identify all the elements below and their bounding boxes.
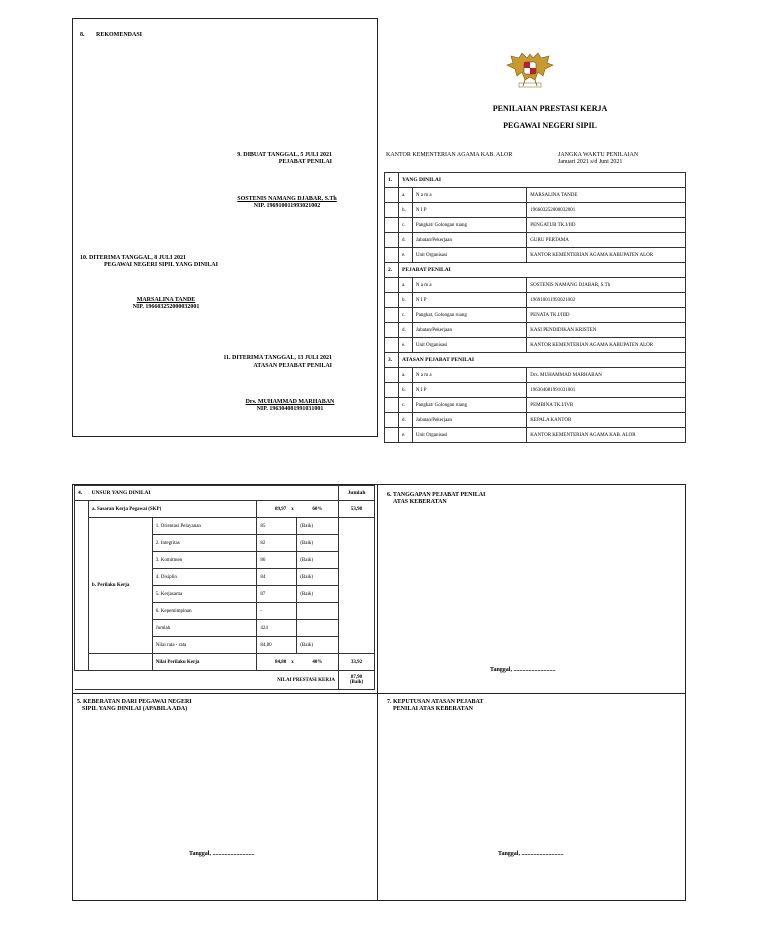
s3-key: e. — [398, 428, 412, 443]
s1-key: a. — [398, 188, 412, 203]
item-score: 85 — [257, 518, 297, 535]
s3-key: b. — [398, 383, 412, 398]
final-value: 87,90 — [350, 674, 363, 680]
s2-label: N a m a — [412, 278, 526, 293]
item-label: 6. Kepemimpinan — [152, 603, 257, 620]
skp-pct: 60% — [297, 501, 339, 518]
eval-jumlah-header: Jumlah — [339, 486, 375, 501]
s2-key: c. — [398, 308, 412, 323]
item-label: 5. Kerjasama — [152, 586, 257, 603]
sig11-line1: 11. DITERIMA TANGGAL, 13 JULI 2021 — [223, 355, 332, 361]
s1-num: 1. — [385, 173, 399, 188]
s3-label: Pangkat/ Golongan ruang — [412, 398, 526, 413]
sig9-line1: 9. DIBUAT TANGGAL, 5 JULI 2021 — [237, 152, 332, 158]
sig9-nip: NIP. 196910011993021002 — [253, 203, 321, 209]
s1-key: c. — [398, 218, 412, 233]
period-value: Januari 2021 s/d Juni 2021 — [558, 159, 623, 165]
s1-label: Pangkat/ Golongan ruang — [412, 218, 526, 233]
period-label: JANGKA WAKTU PENILAIAN — [558, 152, 639, 158]
s1-label: N I P — [412, 203, 526, 218]
s2-label: Pangkat, Golongan ruang — [412, 308, 526, 323]
s1-key: b. — [398, 203, 412, 218]
s2-value: PENATA TK.I/IIID — [527, 308, 686, 323]
s3-value: KEPALA KANTOR — [527, 413, 686, 428]
s2-num: 2. — [385, 263, 399, 278]
s2-value: KANTOR KEMENTERIAN AGAMA KABUPATEN ALOR — [527, 338, 686, 353]
identity-table — [384, 172, 686, 443]
skp-total: 53,98 — [339, 501, 375, 518]
npk-label: Nilai Perilaku Kerja — [152, 654, 257, 671]
s3-label: N I P — [412, 383, 526, 398]
s2-value: KASI PENDIDIKAN KRISTEN — [527, 323, 686, 338]
s5-line1: 5. KEBERATAN DARI PEGAWAI NEGERI — [77, 699, 192, 705]
s1-label: Unit Organisasi — [412, 248, 526, 263]
item-score: 87 — [257, 586, 297, 603]
response-panel — [378, 484, 686, 694]
item-label: Nilai rata - rata — [152, 637, 257, 654]
s1-value: 196603252000032001 — [527, 203, 686, 218]
s1-label: N a m a — [412, 188, 526, 203]
s7-line1: 7. KEPUTUSAN ATASAN PEJABAT — [387, 699, 484, 705]
eval-num: 4. — [75, 486, 89, 501]
final-label: NILAI PRESTASI KERJA — [75, 671, 339, 690]
s3-label: N a m a — [412, 368, 526, 383]
s2-key: d. — [398, 323, 412, 338]
s6-date: Tanggal, ............................ — [490, 667, 556, 673]
s1-title: YANG DINILAI — [398, 173, 685, 188]
s5-date: Tanggal, ............................ — [189, 851, 255, 857]
sig10-line2: PEGAWAI NEGERI SIPIL YANG DINILAI — [104, 262, 218, 268]
s6-line2: ATAS KEBERATAN — [393, 499, 447, 505]
sig11-nip: NIP. 196304081991031001 — [256, 406, 324, 412]
s1-key: d. — [398, 233, 412, 248]
item-label: Jumlah — [152, 620, 257, 637]
perilaku-label: b. Perilaku Kerja — [88, 518, 152, 654]
s6-line1: 6. TANGGAPAN PEJABAT PENILAI — [387, 492, 486, 498]
decision-panel — [378, 693, 686, 901]
sig10-line1: 10. DITERIMA TANGGAL, 8 JULI 2021 — [80, 255, 186, 261]
item-grade — [297, 620, 339, 637]
sig10-name: MARSALINA TANDE — [136, 297, 196, 303]
item-grade: (Baik) — [297, 535, 339, 552]
s2-label: Jabatan/Pekerjaan — [412, 323, 526, 338]
item-grade: (Baik) — [297, 637, 339, 654]
sig9-line2: PEJABAT PENILAI — [278, 159, 332, 165]
report-title-line1: PENILAIAN PRESTASI KERJA — [492, 104, 608, 113]
s3-key: c. — [398, 398, 412, 413]
npk-total: 33,92 — [339, 654, 375, 671]
item-score: 84 — [257, 569, 297, 586]
s7-date: Tanggal, ............................ — [498, 851, 564, 857]
sig10-nip: NIP. 196603252000032001 — [132, 304, 200, 310]
s1-value: GURU PERTAMA — [527, 233, 686, 248]
s2-key: b. — [398, 293, 412, 308]
item-score: 424 — [257, 620, 297, 637]
npk-pct: 40% — [297, 654, 339, 671]
item-grade: (Baik) — [297, 518, 339, 535]
s3-title: ATASAN PEJABAT PENILAI — [398, 353, 685, 368]
report-title-line2: PEGAWAI NEGERI SIPIL — [503, 121, 597, 130]
s2-value: SOSTENIS NAMANG DJABAR, S.Th — [527, 278, 686, 293]
s2-label: Unit Organisasi — [412, 338, 526, 353]
s3-label: Jabatan/Pekerjaan — [412, 413, 526, 428]
item-score: 82 — [257, 535, 297, 552]
sig11-line2: ATASAN PEJABAT PENILAI — [253, 363, 332, 369]
s7-line2: PENILAI ATAS KEBERATAN — [393, 706, 473, 712]
s3-key: a. — [398, 368, 412, 383]
rekomendasi-title: REKOMENDASI — [96, 32, 143, 38]
s2-value: 196910011993021002 — [527, 293, 686, 308]
s1-value: MARSALINA TANDE — [527, 188, 686, 203]
s3-num: 3. — [385, 353, 399, 368]
s1-value: PENGATUR TK.I/IID — [527, 218, 686, 233]
top-left-panel — [72, 18, 378, 437]
s3-key: d. — [398, 413, 412, 428]
item-score: 84,80 — [257, 637, 297, 654]
s1-label: Jabatan/Pekerjaan — [412, 233, 526, 248]
s3-label: Unit Organisasi — [412, 428, 526, 443]
item-score: 86 — [257, 552, 297, 569]
evaluation-table — [74, 485, 375, 690]
rekomendasi-number: 8. — [80, 32, 85, 38]
s3-value: 196304081991031001 — [527, 383, 686, 398]
objection-panel — [72, 693, 378, 901]
garuda-emblem-icon — [505, 50, 555, 92]
s3-value: PEMBINA TK.I/IVB — [527, 398, 686, 413]
item-grade: (Baik) — [297, 552, 339, 569]
sig9-name: SOSTENIS NAMANG DJABAR, S.Th — [237, 196, 337, 202]
s5-line2: SIPIL YANG DINILAI (APABILA ADA) — [82, 706, 188, 712]
item-grade — [297, 603, 339, 620]
item-score: - — [257, 603, 297, 620]
s3-value: KANTOR KEMENTERIAN AGAMA KAB. ALOR — [527, 428, 686, 443]
item-grade: (Baik) — [297, 569, 339, 586]
s2-title: PEJABAT PENILAI — [398, 263, 685, 278]
item-label: 4. Disiplin — [152, 569, 257, 586]
skp-score: 89,97 x — [257, 501, 297, 518]
skp-label: a. Sasaran Kerja Pegawai (SKP) — [88, 501, 256, 518]
s2-key: a. — [398, 278, 412, 293]
item-grade: (Baik) — [297, 586, 339, 603]
s2-label: N I P — [412, 293, 526, 308]
npk-score: 84,80 x — [257, 654, 297, 671]
final-value-cell — [339, 671, 375, 690]
eval-title: UNSUR YANG DINILAI — [88, 486, 338, 501]
s2-key: e. — [398, 338, 412, 353]
s3-value: Drs. MUHAMMAD MARHABAN — [527, 368, 686, 383]
final-grade: (Baik) — [349, 680, 364, 685]
item-label: 1. Orientasi Pelayanan — [152, 518, 257, 535]
s1-value: KANTOR KEMENTERIAN AGAMA KABUPATEN ALOR — [527, 248, 686, 263]
s1-key: e. — [398, 248, 412, 263]
item-label: 2. Integritas — [152, 535, 257, 552]
sig11-name: Drs. MUHAMMAD MARHABAN — [245, 399, 335, 405]
office-name: KANTOR KEMENTERIAN AGAMA KAB. ALOR — [386, 152, 513, 158]
item-label: 3. Komitmen — [152, 552, 257, 569]
